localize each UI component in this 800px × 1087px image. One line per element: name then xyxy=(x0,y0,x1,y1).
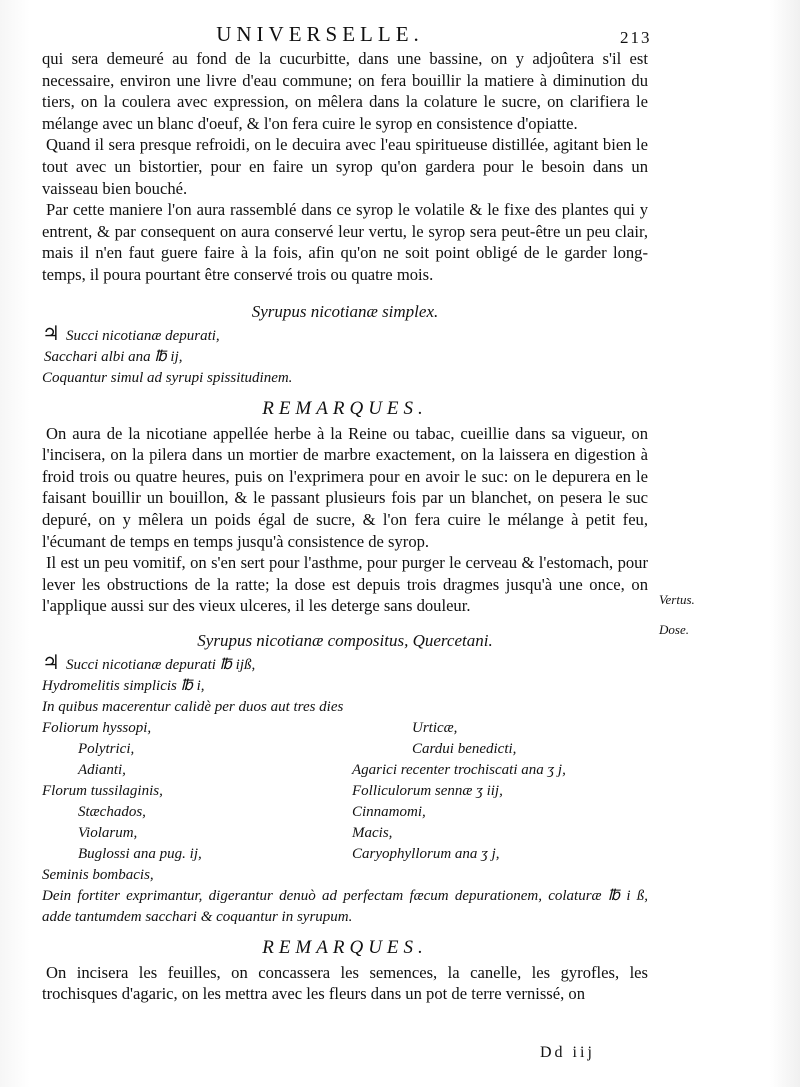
ingredient-left: Buglossi ana pug. ij, xyxy=(78,845,202,862)
recipe-line: Dein fortiter exprimantur, digerantur denuò ad perfectam fæcum depurationem, colaturæ ℔ i ß, adde tantumdem sacchari & coquantur in syrupum. xyxy=(42,887,648,925)
ingredient-right: Macis, xyxy=(352,824,393,841)
paragraph: Quand il sera presque refroidi, on le decuira avec l'eau spiritueuse distillée, agitant bien le tout avec un bistortier, pour en faire un syrop qu'on gardera pour le besoin dans un vaisseau bien bouché. xyxy=(42,135,648,198)
ingredient-row xyxy=(42,781,662,802)
ingredient-row xyxy=(42,739,662,760)
recipe-line: Sacchari albi ana ℔ ij, xyxy=(44,348,183,365)
remarques-heading: REMARQUES. xyxy=(262,397,428,419)
signature-mark: Dd iij xyxy=(540,1044,595,1061)
paragraph: Il est un peu vomitif, on s'en sert pour l'asthme, pour purger le cerveau & l'estomach, pour lever les obstructions de la ratte; la dose est depuis trois dragmes jusqu'à une once, on l'applique aussi sur des vieux ulceres, il les deterge sans douleur. xyxy=(42,553,648,616)
ingredient-left: Foliorum hyssopi, xyxy=(42,719,152,736)
ingredients-list xyxy=(42,718,648,865)
recipe-line: Coquantur simul ad syrupi spissitudinem. xyxy=(42,369,293,386)
remarques-heading: REMARQUES. xyxy=(262,936,428,958)
ingredient-row xyxy=(42,718,662,739)
ingredient-right: Urticæ, xyxy=(412,719,458,736)
recipe-line: ♃ Succi nicotianæ depurati ℔ ijß, xyxy=(42,651,256,674)
paragraph: qui sera demeuré au fond de la cucurbitte, dans une bassine, on y adjoûtera s'il est necessaire, environ une livre d'eau commune; on fera bouillir la matiere à diminution du tiers, on la coulera avec expression, on mêlera dans la colature le sucre, on clarifiera le mélange avec un blanc d'oeuf, & l'on fera cuire le syrop en consistence d'opiatte. xyxy=(42,49,648,133)
ingredient-left: Adianti, xyxy=(78,761,126,778)
paragraph: Par cette maniere l'on aura rassemblé dans ce syrop le volatile & le fixe des plantes qui y entrent, & par consequent on aura conservé leur vertu, le syrop sera peut-être un peu clair, mais il n'en faut guere faire à la fois, afin qu'on ne soit point obligé de le garder long-temps, il poura pourtant être conservé trois ou quatre mois. xyxy=(42,200,648,284)
recipe-line: In quibus macerentur calidè per duos aut tres dies xyxy=(42,698,344,715)
ingredient-left: Stæchados, xyxy=(78,803,146,820)
recipe-title: Syrupus nicotianæ compositus, Quercetani. xyxy=(197,630,493,650)
ingredient-row xyxy=(42,802,662,823)
running-head: UNIVERSELLE. xyxy=(216,22,424,46)
paragraph: On incisera les feuilles, on concassera les semences, la canelle, les gyrofles, les trochisques d'agaric, on les mettra avec les fleurs dans un pot de terre vernissé, on xyxy=(42,962,648,1004)
recipe-line: Seminis bombacis, xyxy=(42,866,154,883)
ingredient-right: Agarici recenter trochiscati ana ʒ j, xyxy=(352,761,566,778)
paragraph: On aura de la nicotiane appellée herbe à la Reine ou tabac, cueillie dans sa vigueur, on l'incisera, on la pilera dans un mortier de marbre exactement, on la laissera en digestion à froid trois ou quatre heures, puis on l'exprimera pour en avoir le suc: on le depurera en le faisant bouillir un bouillon, & le passant plusieurs fois par un blanchet, on pesera le suc depuré, on y mêlera un poids égal de sucre, & l'on fera cuire le mélange à petit feu, l'écumant de temps en temps jusqu'à consistence de syrop. xyxy=(42,423,648,551)
page-body xyxy=(42,48,648,1005)
recipe-line: ♃ Succi nicotianæ depurati, xyxy=(42,322,220,345)
ingredient-right: Folliculorum sennæ ʒ iij, xyxy=(352,782,503,799)
ingredient-left: Polytrici, xyxy=(78,740,135,757)
ingredient-left: Violarum, xyxy=(78,824,138,841)
ingredient-right: Caryophyllorum ana ʒ j, xyxy=(352,845,500,862)
margin-note-vertus: Vertus. xyxy=(659,592,695,607)
margin-note-dose: Dose. xyxy=(659,622,689,637)
recipe-line: Hydromelitis simplicis ℔ i, xyxy=(42,677,205,694)
ingredient-right: Cardui benedicti, xyxy=(412,740,517,757)
ingredient-row xyxy=(42,844,662,865)
recipe-symbol-icon: ♃ xyxy=(42,651,60,674)
ingredient-left: Florum tussilaginis, xyxy=(42,782,163,799)
recipe-symbol-icon: ♃ xyxy=(42,322,60,345)
ingredient-row xyxy=(42,823,662,844)
recipe-title: Syrupus nicotianæ simplex. xyxy=(251,301,439,321)
ingredient-row xyxy=(42,760,662,781)
ingredient-right: Cinnamomi, xyxy=(352,803,426,820)
page-number: 213 xyxy=(620,28,652,47)
